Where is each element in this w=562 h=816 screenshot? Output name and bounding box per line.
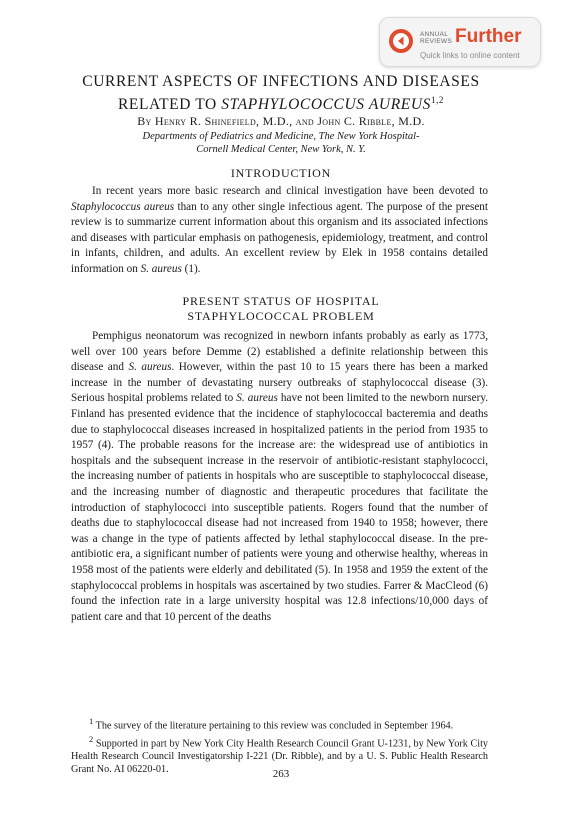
author-line	[0, 114, 562, 128]
annual-reviews-further-badge[interactable]	[379, 17, 541, 67]
footnote-2-mark: 2	[89, 734, 94, 745]
author-2: John C. Ribble	[317, 114, 392, 128]
article-title-line-2	[0, 91, 562, 114]
affiliation-line-2: Cornell Medical Center, New York, N. Y.	[196, 144, 366, 155]
badge-annual-label: ANNUAL	[420, 31, 449, 38]
title-prefix: RELATED TO	[117, 96, 222, 114]
footnote-1-text: The survey of the literature pertaining to this review was concluded in September 1964.	[93, 720, 454, 732]
intro-organism-italic-2: S. aureus	[140, 262, 182, 275]
title-footnote-marks: 1,2	[430, 95, 445, 105]
and-label: and	[295, 114, 318, 128]
affiliation-line-1: Departments of Pediatrics and Medicine, The New York Hospital-	[142, 131, 420, 142]
author-1: Henry R. Shinefield	[154, 114, 257, 128]
section-text-b: . However, within the past 10 to 15 years there has been a marked increase in the number of devastating nursery outbreaks of staphylococcal disease (3). Serious hospital problems related to	[71, 361, 488, 405]
intro-text-b: than to any other single infectious agent. The purpose of the present review is to summarize current information about this organism and its associated infections and diseases with particular emphasis on pathogenesis, epidemiology, treatment, and control in infants, children, and adults. An excellent review by Elek in 1958 contains detailed information on	[71, 200, 488, 275]
section-text-c: have not been limited to the newborn nursery. Finland has presented evidence that the incidence of staphylococcal bacteremia and deaths due to staphylococcal diseases increased in hospitalized patients in the period from 1935 to 1957 (4). The probable reasons for the increase are: the widespread use of antibiotics in hospitals and the subsequent increase in the reservoir of antibiotic-resistant staphylococci, the increasing number of patients in hospitals who are susceptible to staphylococcal disease, and the increasing number of diagnostic and therapeutic procedures that facilitate the introduction of staphylococci into susceptible patients. Rogers found that the number of deaths due to staphylococcal disease had not increased from 1940 to 1958; however, there was a change in the type of patients affected by lethal staphylococcal disease. In the pre-antibiotic era, a significant number of patients were young and otherwise healthy, whereas in 1958 most of the patients were elderly and debilitated (5). In 1958 and 1959 the extent of the staphylococcal problems in hospitals was ascertained by two studies. Farrer & MacCleod (6) found the infection rate in a large university hospital was 12.8 infections/10,000 days of patient care and that 10 percent of the deaths	[71, 392, 488, 623]
footnote-1	[71, 715, 488, 733]
article-title-line-1: CURRENT ASPECTS OF INFECTIONS AND DISEASES	[82, 73, 480, 90]
intro-text-a: In recent years more basic research and clinical investigation have been devoted to	[92, 185, 488, 197]
title-organism: STAPHYLOCOCCUS AUREUS	[221, 96, 431, 114]
section-text-a: Pemphigus neonatorum was recognized in newborn infants probably as early as 1773, well over 100 years before Demme (2) established a definite relationship between this disease and	[71, 330, 488, 374]
play-arrow-icon	[389, 29, 413, 53]
footnote-2-text: Supported in part by New York City Health Research Council Grant U-1231, by New York City Health Research Council Investigatorship I-221 (Dr. Ribble), and by a U. S. Public Health Research Grant No. AI 06220-01.	[71, 738, 488, 776]
author-1-degree: , M.D.,	[256, 114, 296, 128]
intro-organism-italic: Staphylococcus aureus	[71, 200, 175, 213]
by-label: By	[137, 114, 155, 128]
author-2-degree: , M.D.	[391, 114, 425, 128]
section-body	[71, 329, 488, 625]
badge-reviews-label: REVIEWS	[420, 38, 453, 45]
introduction-body	[71, 184, 488, 278]
badge-quick-links-text: Quick links to online content	[420, 51, 520, 60]
intro-text-c: (1).	[181, 262, 201, 275]
badge-further-label: Further	[455, 26, 522, 47]
introduction-heading: INTRODUCTION	[230, 166, 332, 180]
section-organism-italic-1: S. aureus	[128, 361, 172, 374]
page-number: 263	[272, 768, 290, 780]
section-heading-line-1: PRESENT STATUS OF HOSPITAL	[182, 294, 380, 308]
section-paragraph	[71, 329, 488, 625]
section-organism-italic-2: S. aureus	[236, 392, 278, 405]
introduction-paragraph	[71, 184, 488, 278]
footnote-1-mark: 1	[89, 716, 94, 726]
section-heading-line-2: STAPHYLOCOCCAL PROBLEM	[187, 309, 375, 323]
